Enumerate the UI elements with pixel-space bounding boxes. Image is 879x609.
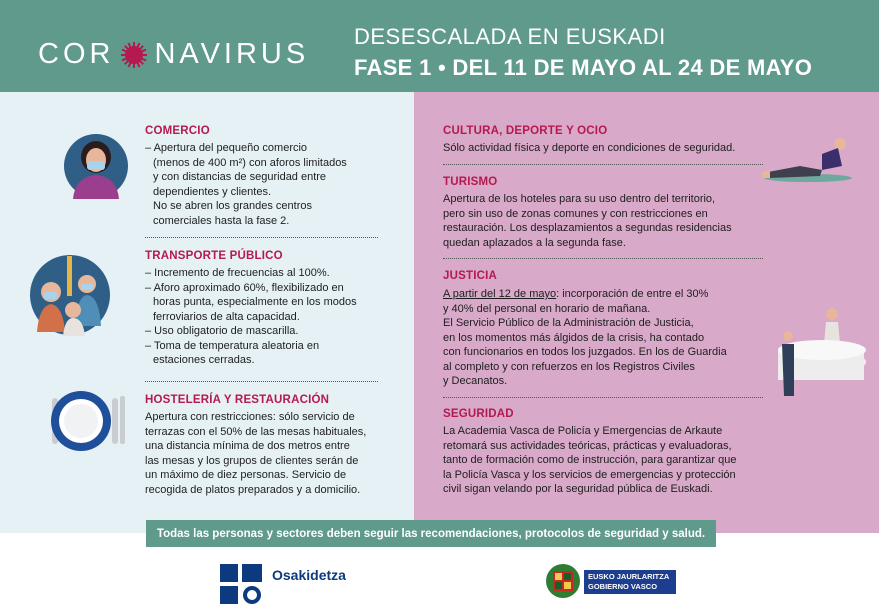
justicia-text	[443, 287, 727, 389]
turismo-line: pero sin uso de zonas comunes y con restricciones en	[443, 207, 708, 220]
cultura-text	[443, 141, 735, 156]
cultura-line: Sólo actividad física y deporte en condiciones de seguridad.	[443, 142, 736, 154]
turismo-title: TURISMO	[443, 176, 498, 188]
comercio-line: – Apertura del pequeño comercio	[145, 142, 308, 154]
hosteleria-line: recogida de platos preparados y a domicilio.	[145, 483, 361, 496]
comercio-line: comerciales hasta la fase 2.	[153, 214, 290, 227]
woman-mask-icon	[63, 133, 129, 204]
divider	[145, 237, 378, 238]
comercio-line: y con distancias de seguridad entre	[153, 171, 327, 183]
turismo-line: restauración. Los desplazamientos a segundas residencias	[443, 222, 732, 234]
justicia-line: al completo y con refuerzos en los Registros Civiles	[443, 360, 695, 373]
page-title: DESESCALADA EN EUSKADI	[354, 24, 666, 49]
transporte-text	[145, 266, 357, 368]
transporte-line: horas punta, especialmente en los modos	[153, 296, 357, 308]
transporte-line: estaciones cerradas.	[153, 354, 255, 366]
cultura-title: CULTURA, DEPORTE Y OCIO	[443, 125, 608, 137]
transporte-line: – Toma de temperatura aleatoria en	[145, 339, 320, 352]
header-bar	[0, 0, 879, 92]
divider	[443, 397, 763, 398]
turismo-text	[443, 192, 732, 250]
divider	[145, 381, 378, 382]
comercio-title: COMERCIO	[145, 125, 210, 137]
hosteleria-line: terrazas con el 50% de las mesas habituales,	[145, 425, 367, 438]
divider	[443, 258, 763, 259]
seguridad-line: tanto de formación como de instrucción, para garantizar que	[443, 454, 737, 466]
plate-cutlery-icon	[50, 390, 130, 457]
virus-icon	[120, 41, 148, 69]
comercio-line: No se abren los grandes centros	[153, 200, 312, 212]
turismo-line: quedan aplazados a la segunda fase.	[443, 236, 626, 249]
justicia-line: y 40% del personal en horario de mañana.	[443, 302, 651, 315]
osakidetza-label: Osakidetza	[272, 567, 346, 583]
justicia-line: El Servicio Público de la Administración de Justicia,	[443, 317, 694, 329]
justicia-line: y Decanatos.	[443, 375, 508, 387]
transporte-line: – Aforo aproximado 60%, flexibilizado en	[145, 281, 344, 294]
justicia-date: A partir del 12 de mayo	[443, 288, 557, 300]
justicia-line: con funcionarios en todos los juzgados. En los de Guardia	[443, 346, 727, 358]
comercio-text	[145, 141, 347, 228]
seguridad-line: retomará sus actividades teóricas, prácticas y evaluadoras,	[443, 439, 732, 452]
justicia-title: JUSTICIA	[443, 270, 497, 282]
justicia-line	[443, 287, 727, 302]
bus-passengers-icon	[29, 254, 111, 341]
hosteleria-line: las mesas y los grupos de clientes serán de	[145, 454, 359, 467]
transporte-line: – Incremento de frecuencias al 100%.	[145, 267, 330, 279]
hosteleria-line: una distancia mínima de dos metros entre	[145, 440, 350, 452]
coronavirus-logo	[38, 38, 309, 71]
seguridad-line: La Academia Vasca de Policía y Emergencias de Arkaute	[443, 425, 723, 437]
seguridad-title: SEGURIDAD	[443, 408, 514, 420]
comercio-line: (menos de 400 m²) con aforos limitados	[153, 156, 347, 169]
basque-government-emblem-icon	[545, 562, 581, 605]
logo-text-left: COR	[38, 38, 115, 70]
hosteleria-text	[145, 410, 366, 497]
basque-government-label	[584, 570, 676, 594]
osakidetza-logo-icon	[220, 564, 264, 609]
seguridad-line: la Policía Vasca y los servicios de emergencias y protección	[443, 468, 736, 481]
seguridad-line: civil sigan velando por la seguridad pública de Euskadi.	[443, 483, 713, 495]
transporte-title: TRANSPORTE PÚBLICO	[145, 250, 283, 262]
recommendation-banner: Todas las personas y sectores deben seguir las recomendaciones, protocolos de seguridad y salud.	[146, 520, 716, 547]
transporte-line: – Uso obligatorio de mascarilla.	[145, 325, 299, 337]
reception-desk-icon	[776, 304, 866, 405]
turismo-line: Apertura de los hoteles para su uso dentro del territorio,	[443, 193, 716, 205]
gv-line-1: EUSKO JAURLARITZA	[588, 572, 670, 581]
gv-line-2: GOBIERNO VASCO	[588, 582, 658, 591]
exercise-person-icon	[760, 132, 854, 189]
seguridad-text	[443, 424, 737, 497]
justicia-first-rest: : incorporación de entre el 30%	[556, 288, 709, 300]
hosteleria-title: HOSTELERÍA Y RESTAURACIÓN	[145, 394, 330, 406]
justicia-line: en los momentos más álgidos de la crisis, ha contado	[443, 331, 705, 344]
footer	[0, 547, 879, 608]
comercio-line: dependientes y clientes.	[153, 185, 272, 198]
hosteleria-line: Apertura con restricciones: sólo servicio de	[145, 411, 355, 423]
transporte-line: ferroviarios de alta capacidad.	[153, 310, 300, 323]
hosteleria-line: un máximo de diez personas. Servicio de	[145, 469, 347, 481]
divider	[443, 164, 763, 165]
logo-text-right: NAVIRUS	[154, 38, 310, 70]
page-subtitle: FASE 1 • DEL 11 DE MAYO AL 24 DE MAYO	[354, 55, 813, 80]
